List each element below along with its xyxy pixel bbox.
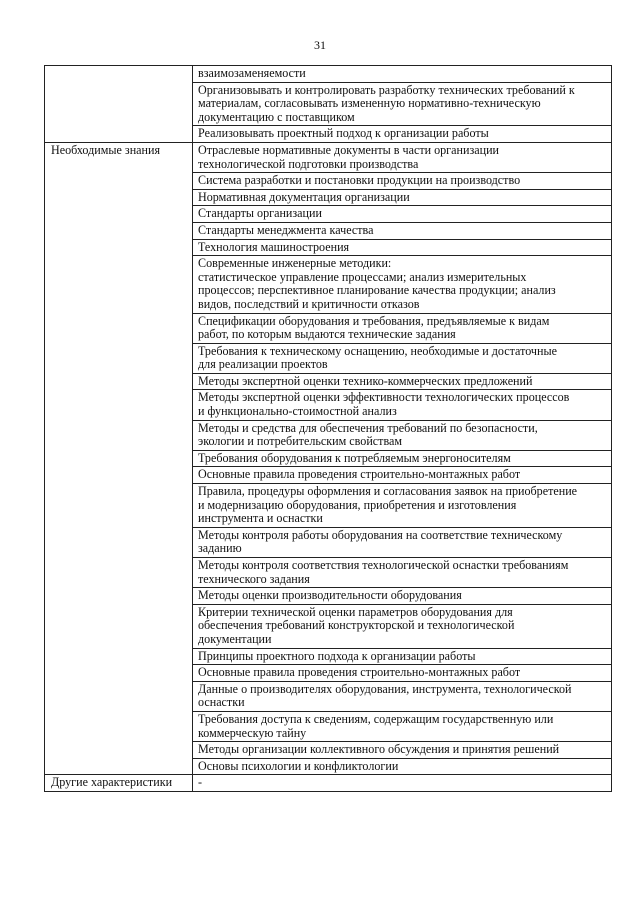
item-text: Реализовывать проектный подход к организации работы <box>198 126 489 141</box>
page-number: 31 <box>314 38 326 52</box>
table-row <box>45 222 612 239</box>
table-row <box>45 450 612 467</box>
section-label-cell <box>45 558 193 588</box>
item-cell <box>193 66 612 83</box>
table-row <box>45 373 612 390</box>
item-text: Технология машиностроения <box>198 239 350 254</box>
section-label-cell <box>45 142 193 172</box>
table-row <box>45 711 612 741</box>
section-label-cell <box>45 390 193 420</box>
item-text: Требования к техническому оснащению, необходимые и достаточные для реализации проектов <box>198 343 557 372</box>
item-text: Основные правила проведения строительно-монтажных работ <box>198 467 521 482</box>
table-row <box>45 239 612 256</box>
section-label-cell <box>45 82 193 126</box>
item-text: Стандарты организации <box>198 206 322 221</box>
item-text: Принципы проектного подхода к организации работы <box>198 648 476 663</box>
section-label-cell <box>45 256 193 313</box>
section-label: Необходимые знания <box>51 142 161 157</box>
item-cell <box>193 313 612 343</box>
table-row <box>45 588 612 605</box>
item-cell <box>193 665 612 682</box>
section-label-cell <box>45 775 193 792</box>
item-cell <box>193 82 612 126</box>
section-label-cell <box>45 126 193 143</box>
table-row <box>45 189 612 206</box>
table-row <box>45 558 612 588</box>
item-text: Отраслевые нормативные документы в части организации технологической подготовки производства <box>198 142 500 171</box>
item-cell <box>193 343 612 373</box>
section-label-cell <box>45 343 193 373</box>
section-label-cell <box>45 450 193 467</box>
table-row <box>45 390 612 420</box>
table-row <box>45 681 612 711</box>
item-cell <box>193 775 612 792</box>
item-cell <box>193 450 612 467</box>
item-text: Данные о производителях оборудования, инструмента, технологической оснастки <box>198 681 572 710</box>
item-cell <box>193 373 612 390</box>
item-cell <box>193 256 612 313</box>
table-row <box>45 173 612 190</box>
table-row <box>45 742 612 759</box>
item-text: Методы и средства для обеспечения требований по безопасности, экологии и потребительским свойствам <box>198 420 538 449</box>
item-cell <box>193 239 612 256</box>
table-row <box>45 82 612 126</box>
item-cell <box>193 173 612 190</box>
section-label-cell <box>45 711 193 741</box>
item-cell <box>193 742 612 759</box>
item-text: Система разработки и постановки продукции на производство <box>198 173 521 188</box>
item-cell <box>193 126 612 143</box>
table-row <box>45 256 612 313</box>
item-text: Правила, процедуры оформления и согласования заявок на приобретение и модернизацию оборудования, приобретения и изготовления инструмента и оснастки <box>198 484 578 526</box>
item-text: Методы контроля соответствия технологической оснастки требованиям технического задания <box>198 558 569 586</box>
section-label-cell <box>45 588 193 605</box>
section-label-cell <box>45 604 193 648</box>
item-cell <box>193 484 612 528</box>
section-label-cell <box>45 758 193 775</box>
item-text: Критерии технической оценки параметров оборудования для обеспечения требований конструкторской и технологической документации <box>198 604 515 646</box>
table-row <box>45 126 612 143</box>
item-cell <box>193 758 612 775</box>
item-text: Современные инженерные методики: статистическое управление процессами; анализ измерительных процессов; перспективное планирование качества продукции; анализ видов, последствий и критичности отказов <box>198 256 556 311</box>
table-row <box>45 648 612 665</box>
section-label-cell <box>45 527 193 557</box>
table-row <box>45 420 612 450</box>
item-text: Основы психологии и конфликтологии <box>198 758 399 773</box>
item-text: Основные правила проведения строительно-монтажных работ <box>198 665 521 680</box>
item-text: Методы организации коллективного обсуждения и принятия решений <box>198 742 560 757</box>
table-row <box>45 665 612 682</box>
item-cell <box>193 420 612 450</box>
item-cell <box>193 189 612 206</box>
table-row <box>45 775 612 792</box>
item-text: - <box>198 775 203 790</box>
item-cell <box>193 467 612 484</box>
item-text: взаимозаменяемости <box>198 66 306 80</box>
section-label-cell <box>45 222 193 239</box>
section-label-cell <box>45 467 193 484</box>
section-label-cell <box>45 313 193 343</box>
item-cell <box>193 588 612 605</box>
item-text: Методы оценки производительности оборудования <box>198 588 462 603</box>
section-label-cell <box>45 681 193 711</box>
table-row <box>45 313 612 343</box>
item-text: Методы экспертной оценки эффективности технологических процессов и функционально-стоимостной анализ <box>198 390 570 419</box>
section-label-cell <box>45 173 193 190</box>
section-label-cell <box>45 742 193 759</box>
table-row <box>45 467 612 484</box>
item-cell <box>193 558 612 588</box>
table-row <box>45 758 612 775</box>
item-text: Стандарты менеджмента качества <box>198 222 374 237</box>
item-cell <box>193 711 612 741</box>
table-row <box>45 206 612 223</box>
requirements-table <box>44 65 612 792</box>
item-cell <box>193 206 612 223</box>
table-row <box>45 343 612 373</box>
section-label-cell <box>45 665 193 682</box>
section-label-cell <box>45 648 193 665</box>
item-cell <box>193 604 612 648</box>
item-cell <box>193 142 612 172</box>
requirements-table-body <box>45 66 612 792</box>
section-label-cell <box>45 189 193 206</box>
item-cell <box>193 222 612 239</box>
section-label-cell <box>45 66 193 83</box>
item-text: Методы экспертной оценки технико-коммерческих предложений <box>198 373 533 388</box>
table-row <box>45 604 612 648</box>
table-row <box>45 142 612 172</box>
section-label-cell <box>45 420 193 450</box>
table-row <box>45 66 612 83</box>
section-label-cell <box>45 206 193 223</box>
item-text: Методы контроля работы оборудования на соответствие техническому заданию <box>198 527 563 556</box>
section-label: Другие характеристики <box>51 775 173 790</box>
table-row <box>45 484 612 528</box>
table-row <box>45 527 612 557</box>
item-text: Требования доступа к сведениям, содержащим государственную или коммерческую тайну <box>198 711 554 740</box>
item-text: Требования оборудования к потребляемым энергоносителям <box>198 450 511 465</box>
item-cell <box>193 527 612 557</box>
section-label-cell <box>45 484 193 528</box>
item-text: Нормативная документация организации <box>198 189 410 204</box>
item-cell <box>193 681 612 711</box>
section-label-cell <box>45 373 193 390</box>
section-label-cell <box>45 239 193 256</box>
item-cell <box>193 648 612 665</box>
item-text: Организовывать и контролировать разработку технических требований к материалам, согласовывать измененную нормативно-техническую документацию с поставщиком <box>198 82 575 124</box>
item-cell <box>193 390 612 420</box>
item-text: Спецификации оборудования и требования, предъявляемые к видам работ, по которым выдаются технические задания <box>198 313 550 342</box>
